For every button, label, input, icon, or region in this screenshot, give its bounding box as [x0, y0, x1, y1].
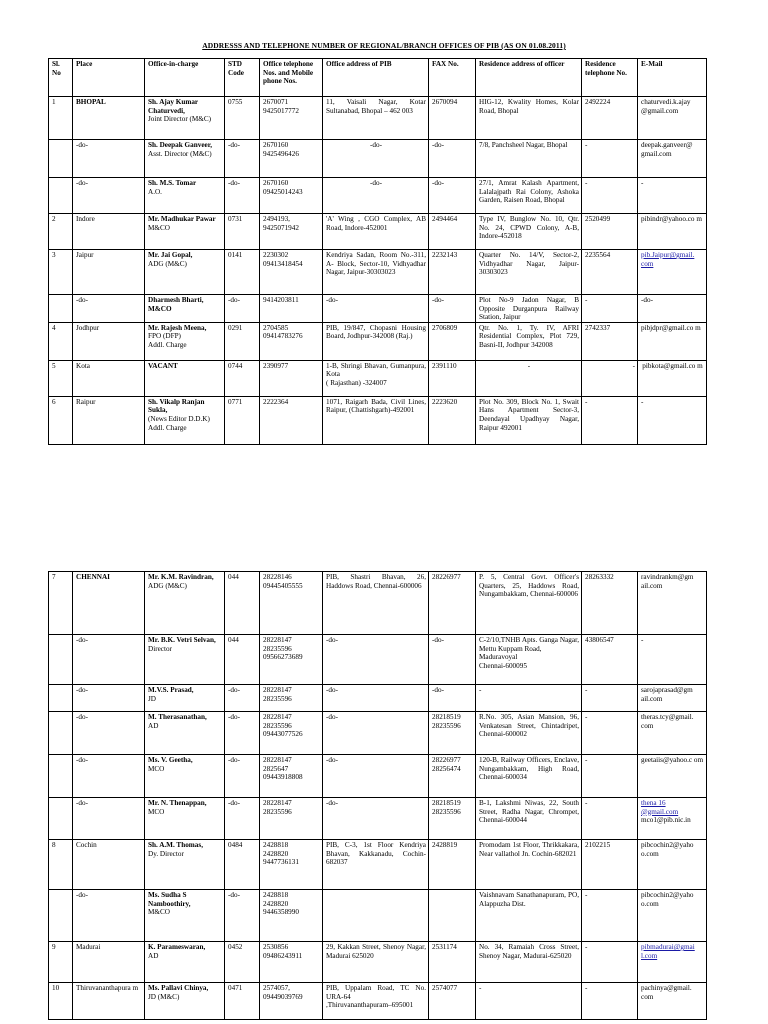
- email-address: pachinya@gmail. com: [641, 984, 692, 1001]
- column-header: Office telephone Nos. and Mobile phone Nos.: [260, 59, 323, 97]
- officer-name: VACANT: [148, 361, 178, 370]
- email-address: geetaiis@yahoo.c om: [641, 756, 704, 764]
- residence-phone-cell: -: [582, 712, 638, 755]
- office-phone-cell: 28228146 09445405555: [260, 572, 323, 635]
- residence-address-cell: -: [476, 983, 582, 1020]
- std-code-cell: 044: [225, 572, 260, 635]
- place-cell: -do-: [73, 685, 145, 712]
- office-phone-cell: 2574057, 09449039769: [260, 983, 323, 1020]
- table-row: [49, 635, 707, 685]
- email-address: pibindr@yahoo.co m: [641, 215, 702, 223]
- residence-address-cell: -: [476, 360, 582, 396]
- email-address: ravindrankm@gm ail.com: [641, 573, 694, 590]
- residence-address-cell: R.No. 305, Asian Mansion, 96, Venkatesan Street, Chintadripet, Chennai-600002: [476, 712, 582, 755]
- residence-address-cell: No. 34, Ramaiah Cross Street, Shenoy Nagar, Madurai-625020: [476, 942, 582, 983]
- table-row: [49, 322, 707, 360]
- officer-cell: [145, 572, 225, 635]
- residence-phone-cell: -: [582, 178, 638, 214]
- residence-phone-cell: -: [582, 983, 638, 1020]
- table-row: [49, 685, 707, 712]
- column-header: Residence address of officer: [476, 59, 582, 97]
- officer-name: Ms. Sudha S Namboothiry,: [148, 891, 191, 908]
- place-cell: -do-: [73, 890, 145, 942]
- office-phone-cell: 2222364: [260, 396, 323, 444]
- email-address: -do-: [641, 296, 653, 304]
- office-phone-cell: 2670071 9425017772: [260, 97, 323, 140]
- officer-cell: [145, 685, 225, 712]
- officer-cell: [145, 97, 225, 140]
- place-cell: -do-: [73, 712, 145, 755]
- place-cell: -do-: [73, 755, 145, 798]
- email-cell: [638, 712, 707, 755]
- serial-number-cell: [49, 798, 73, 840]
- table-row: [49, 295, 707, 323]
- column-header: FAX No.: [429, 59, 476, 97]
- std-code-cell: 0141: [225, 250, 260, 295]
- email-address[interactable]: pib.Jaipur@gmail. com: [641, 251, 695, 268]
- residence-phone-cell: 2492224: [582, 97, 638, 140]
- place-cell: CHENNAI: [73, 572, 145, 635]
- email-cell: [638, 890, 707, 942]
- office-phone-cell: 2230302 09413418454: [260, 250, 323, 295]
- column-header: E-Mail: [638, 59, 707, 97]
- serial-number-cell: 1: [49, 97, 73, 140]
- officer-name: Ms. V. Geetha,: [148, 756, 193, 764]
- serial-number-cell: 8: [49, 840, 73, 890]
- serial-number-cell: 9: [49, 942, 73, 983]
- office-phone-cell: 9414203811: [260, 295, 323, 323]
- officer-designation: Asst. Director (M&C): [148, 149, 212, 158]
- serial-number-cell: [49, 712, 73, 755]
- place-cell: -do-: [73, 140, 145, 178]
- residence-address-cell: 120-B, Railway Officers, Enclave, Nungambakkam, High Road, Chennai-600034: [476, 755, 582, 798]
- office-phone-cell: 2428818 2428820 9446358990: [260, 890, 323, 942]
- serial-number-cell: 10: [49, 983, 73, 1020]
- officer-name: Dharmesh Bharti, M&CO: [148, 296, 204, 313]
- serial-number-cell: [49, 685, 73, 712]
- email-address: -: [641, 397, 644, 406]
- residence-phone-cell: -: [582, 755, 638, 798]
- officer-name: Mr. K.M. Ravindran,: [148, 573, 214, 581]
- officer-designation: MCO: [148, 807, 165, 816]
- email-cell: [638, 755, 707, 798]
- officer-name: M. Therasanathan,: [148, 713, 207, 721]
- fax-cell: 2391110: [429, 360, 476, 396]
- officer-cell: [145, 840, 225, 890]
- officer-name: Mr. Rajesh Meena,: [148, 323, 207, 332]
- officer-cell: [145, 360, 225, 396]
- officer-cell: [145, 322, 225, 360]
- residence-phone-cell: 28263332: [582, 572, 638, 635]
- email-cell: [638, 97, 707, 140]
- officer-designation: AD: [148, 721, 159, 730]
- offices-table-2: [48, 571, 707, 1020]
- officer-designation: ADG (M&C): [148, 581, 187, 590]
- residence-phone-cell: -: [582, 140, 638, 178]
- table-row: [49, 178, 707, 214]
- residence-phone-cell: -: [582, 890, 638, 942]
- std-code-cell: -do-: [225, 295, 260, 323]
- officer-name: Ms. Pallavi Chinya,: [148, 984, 209, 992]
- fax-cell: -do-: [429, 140, 476, 178]
- email-address: pibkota@gmail.co m: [642, 361, 703, 370]
- email-address[interactable]: thena 16 @gmail.com: [641, 799, 679, 816]
- std-code-cell: 0731: [225, 214, 260, 250]
- office-address-cell: -do-: [323, 178, 429, 214]
- office-address-cell: 11, Vaisali Nagar, Kotar Sultanabad, Bhopal – 462 003: [323, 97, 429, 140]
- office-address-cell: -do-: [323, 798, 429, 840]
- residence-address-cell: 27/1, Amrat Kalash Apartment, Lalalajpath Rai Colony, Ashoka Garden, Raisen Road, Bhopal: [476, 178, 582, 214]
- email-cell: [638, 798, 707, 840]
- serial-number-cell: [49, 178, 73, 214]
- office-address-cell: 1-B, Shringi Bhavan, Gumanpura, Kota ( Rajasthan) -324007: [323, 360, 429, 396]
- office-address-cell: 29, Kakkan Street, Shenoy Nagar, Madurai 625020: [323, 942, 429, 983]
- residence-phone-cell: 2520499: [582, 214, 638, 250]
- officer-cell: [145, 890, 225, 942]
- residence-address-cell: Promodam 1st Floor, Thrikkakara, Near vallathol Jn. Cochin-682021: [476, 840, 582, 890]
- fax-cell: -do-: [429, 295, 476, 323]
- table-row: [49, 840, 707, 890]
- officer-designation: (News Editor D.D.K) Addl. Charge: [148, 414, 210, 432]
- office-address-cell: Kendriya Sadan, Room No.-311, A- Block, Sector-10, Vidhyadhar Nagar, Jaipur-30303023: [323, 250, 429, 295]
- office-phone-cell: 2704585 09414783276: [260, 322, 323, 360]
- residence-address-cell: -: [476, 685, 582, 712]
- serial-number-cell: 3: [49, 250, 73, 295]
- std-code-cell: 0471: [225, 983, 260, 1020]
- table-header-row: [49, 59, 707, 97]
- place-cell: Kota: [73, 360, 145, 396]
- fax-cell: 2670094: [429, 97, 476, 140]
- email-cell: [638, 360, 707, 396]
- email-cell: [638, 983, 707, 1020]
- std-code-cell: 0291: [225, 322, 260, 360]
- office-phone-cell: 2390977: [260, 360, 323, 396]
- office-address-cell: -do-: [323, 712, 429, 755]
- place-cell: Cochin: [73, 840, 145, 890]
- office-address-cell: PIB, Shastri Bhavan, 26, Haddows Road, Chennai-600006: [323, 572, 429, 635]
- residence-phone-cell: -: [582, 942, 638, 983]
- fax-cell: 28218519 28235596: [429, 798, 476, 840]
- officer-designation: AD: [148, 951, 159, 960]
- fax-cell: 2494464: [429, 214, 476, 250]
- fax-cell: 2428819: [429, 840, 476, 890]
- office-phone-cell: 2670160 9425496426: [260, 140, 323, 178]
- residence-phone-cell: 2235564: [582, 250, 638, 295]
- office-phone-cell: 28228147 28235596 09566273689: [260, 635, 323, 685]
- residence-address-cell: Qtr. No. 1, Ty. IV, AFRI Residential Complex, Plot 729, Basni-II, Jodhpur 342008: [476, 322, 582, 360]
- email-cell: [638, 214, 707, 250]
- place-cell: Indore: [73, 214, 145, 250]
- table-row: [49, 360, 707, 396]
- office-address-cell: 'A' Wing , CGO Complex, AB Road, Indore-452001: [323, 214, 429, 250]
- column-header: Sl. No: [49, 59, 73, 97]
- place-cell: BHOPAL: [73, 97, 145, 140]
- residence-address-cell: Plot No. 309, Block No. 1, Swait Hans Apartment Sector-3, Deendayal Upadhyay Nagar, Raipur 492001: [476, 396, 582, 444]
- office-address-cell: -do-: [323, 295, 429, 323]
- officer-designation: FPO (DFP) Addl. Charge: [148, 332, 187, 349]
- office-address-cell: PIB, C-3, 1st Floor Kendriya Bhavan, Kakkanadu, Cochin-682037: [323, 840, 429, 890]
- email-address-secondary: mco1@pib.nic.in: [641, 816, 691, 825]
- residence-address-cell: Vaishnavam Sanathanapuram, PO, Alappuzha Dist.: [476, 890, 582, 942]
- office-address-cell: -do-: [323, 140, 429, 178]
- place-cell: Raipur: [73, 396, 145, 444]
- std-code-cell: -do-: [225, 755, 260, 798]
- email-cell: [638, 840, 707, 890]
- officer-name: Sh. Vikalp Ranjan Sukla,: [148, 397, 205, 415]
- residence-phone-cell: -: [582, 295, 638, 323]
- officer-name: Mr. N. Thenappan,: [148, 799, 207, 807]
- residence-address-cell: B-1, Lakshmi Niwas, 22, South Street, Radha Nagar, Chrompet, Chennai-600044: [476, 798, 582, 840]
- serial-number-cell: 7: [49, 572, 73, 635]
- table-row: [49, 983, 707, 1020]
- fax-cell: 28226977: [429, 572, 476, 635]
- std-code-cell: 0452: [225, 942, 260, 983]
- office-address-cell: [323, 890, 429, 942]
- officer-designation: M&CO: [148, 908, 170, 917]
- office-phone-cell: 28228147 28235596: [260, 685, 323, 712]
- email-cell: [638, 322, 707, 360]
- table-row: [49, 712, 707, 755]
- officer-name: Mr. Madhukar Pawar: [148, 215, 216, 223]
- serial-number-cell: [49, 890, 73, 942]
- office-phone-cell: 28228147 2825647 09443918808: [260, 755, 323, 798]
- email-address: deepak.ganveer@ gmail.com: [641, 141, 693, 158]
- fax-cell: 2232143: [429, 250, 476, 295]
- email-cell: [638, 396, 707, 444]
- column-header: Office-in-charge: [145, 59, 225, 97]
- email-address: -: [641, 179, 644, 187]
- residence-address-cell: 7/8, Panchsheel Nagar, Bhopal: [476, 140, 582, 178]
- officer-cell: [145, 635, 225, 685]
- officer-cell: [145, 712, 225, 755]
- office-phone-cell: 2428818 2428820 9447736131: [260, 840, 323, 890]
- table-row: [49, 890, 707, 942]
- officer-name: Sh. Ajay Kumar Chaturvedi,: [148, 98, 198, 115]
- email-cell: [638, 178, 707, 214]
- email-address: sarojaprasad@gm ail.com: [641, 686, 693, 703]
- place-cell: -do-: [73, 178, 145, 214]
- table-row: [49, 755, 707, 798]
- place-cell: Jaipur: [73, 250, 145, 295]
- office-address-cell: PIB, Uppalam Road, TC No. URA-64 ,Thiruvananthapuram–695001: [323, 983, 429, 1020]
- officer-designation: M&CO: [148, 223, 170, 232]
- officer-cell: [145, 140, 225, 178]
- table-row: [49, 396, 707, 444]
- residence-phone-cell: 43806547: [582, 635, 638, 685]
- residence-phone-cell: 2102215: [582, 840, 638, 890]
- serial-number-cell: [49, 635, 73, 685]
- table-row: [49, 214, 707, 250]
- email-address: chaturvedi.k.ajay @gmail.com: [641, 98, 691, 115]
- email-cell: [638, 250, 707, 295]
- place-cell: -do-: [73, 635, 145, 685]
- officer-name: Sh. A.M. Thomas,: [148, 841, 203, 849]
- officer-name: M.V.S. Prasad,: [148, 686, 194, 694]
- officer-name: K. Parameswaran,: [148, 943, 206, 951]
- office-phone-cell: 2494193, 9425071942: [260, 214, 323, 250]
- residence-phone-cell: -: [582, 685, 638, 712]
- officer-name: Mr. B.K. Vetri Selvan,: [148, 636, 216, 644]
- serial-number-cell: 6: [49, 396, 73, 444]
- residence-address-cell: Type IV, Bunglow No. 10, Qtr. No. 24, CPWD Colony, A-B, Indore-452018: [476, 214, 582, 250]
- column-header: STD Code: [225, 59, 260, 97]
- fax-cell: 2706809: [429, 322, 476, 360]
- column-header: Residence telephone No.: [582, 59, 638, 97]
- serial-number-cell: [49, 755, 73, 798]
- officer-designation: MCO: [148, 764, 165, 773]
- std-code-cell: -do-: [225, 798, 260, 840]
- email-address: theras.tcy@gmail. com: [641, 713, 694, 730]
- officer-designation: Dy. Director: [148, 849, 184, 858]
- serial-number-cell: 5: [49, 360, 73, 396]
- place-cell: -do-: [73, 295, 145, 323]
- officer-cell: [145, 798, 225, 840]
- std-code-cell: 0484: [225, 840, 260, 890]
- serial-number-cell: 2: [49, 214, 73, 250]
- std-code-cell: -do-: [225, 685, 260, 712]
- fax-cell: 2223620: [429, 396, 476, 444]
- std-code-cell: 044: [225, 635, 260, 685]
- residence-address-cell: HIG-12, Kwality Homes, Kolar Road, Bhopal: [476, 97, 582, 140]
- std-code-cell: 0755: [225, 97, 260, 140]
- serial-number-cell: 4: [49, 322, 73, 360]
- email-cell: [638, 572, 707, 635]
- email-address: pibcochin2@yaho o.com: [641, 891, 694, 908]
- residence-phone-cell: -: [582, 396, 638, 444]
- officer-cell: [145, 250, 225, 295]
- officer-designation: A.O.: [148, 187, 162, 196]
- officer-designation: JD (M&C): [148, 992, 180, 1001]
- officer-cell: [145, 396, 225, 444]
- residence-phone-cell: 2742337: [582, 322, 638, 360]
- officer-cell: [145, 942, 225, 983]
- office-address-cell: -do-: [323, 685, 429, 712]
- place-cell: Jodhpur: [73, 322, 145, 360]
- fax-cell: -do-: [429, 685, 476, 712]
- residence-phone-cell: -: [582, 798, 638, 840]
- email-cell: [638, 635, 707, 685]
- fax-cell: 28218519 28235596: [429, 712, 476, 755]
- office-address-cell: 1071, Raigarh Bada, Civil Lines, Raipur, (Chattishgarh)-492001: [323, 396, 429, 444]
- fax-cell: 2574077: [429, 983, 476, 1020]
- fax-cell: -do-: [429, 635, 476, 685]
- officer-name: Mr. Jai Gopal,: [148, 251, 193, 259]
- office-phone-cell: 2670160 09425014243: [260, 178, 323, 214]
- std-code-cell: 0744: [225, 360, 260, 396]
- email-cell: [638, 140, 707, 178]
- page-title: ADDRESSS AND TELEPHONE NUMBER OF REGIONAL/BRANCH OFFICES OF PIB (AS ON 01.08.2011): [202, 41, 566, 50]
- table-row: [49, 140, 707, 178]
- column-header: Office address of PIB: [323, 59, 429, 97]
- residence-address-cell: P. 5, Central Govt. Officer's Quarters, 25, Haddows Road, Nungambakkam, Chennai-600006: [476, 572, 582, 635]
- email-address: pibcochin2@yaho o.com: [641, 841, 694, 858]
- officer-cell: [145, 295, 225, 323]
- serial-number-cell: [49, 140, 73, 178]
- officer-cell: [145, 983, 225, 1020]
- officer-name: Sh. M.S. Tomar: [148, 179, 197, 187]
- std-code-cell: -do-: [225, 712, 260, 755]
- table-row: [49, 798, 707, 840]
- officer-designation: ADG (M&C): [148, 259, 187, 268]
- residence-address-cell: Plot No-9 Jadon Nagar, B Opposite Durganpura Railway Station, Jaipur: [476, 295, 582, 323]
- residence-address-cell: C-2/10,TNHB Apts. Ganga Nagar, Mettu Kuppam Road, Maduravoyal Chennai-600095: [476, 635, 582, 685]
- officer-designation: JD: [148, 694, 156, 703]
- table-row: [49, 572, 707, 635]
- column-header: Place: [73, 59, 145, 97]
- office-phone-cell: 28228147 28235596: [260, 798, 323, 840]
- serial-number-cell: [49, 295, 73, 323]
- officer-designation: Joint Director (M&C): [148, 115, 212, 124]
- std-code-cell: -do-: [225, 890, 260, 942]
- office-address-cell: -do-: [323, 755, 429, 798]
- table-row: [49, 97, 707, 140]
- fax-cell: -do-: [429, 178, 476, 214]
- email-address: pibjdpr@gmail.co m: [641, 323, 701, 332]
- officer-cell: [145, 214, 225, 250]
- office-phone-cell: 28228147 28235596 09443077526: [260, 712, 323, 755]
- fax-cell: 28226977 28256474: [429, 755, 476, 798]
- std-code-cell: -do-: [225, 178, 260, 214]
- residence-address-cell: Quarter No. 14/V, Sector-2, Vidhyadhar Nagar, Jaipur-30303023: [476, 250, 582, 295]
- officer-cell: [145, 755, 225, 798]
- office-address-cell: -do-: [323, 635, 429, 685]
- office-address-cell: PIB, 19/847, Chopasni Housing Board, Jodhpur-342008 (Raj.): [323, 322, 429, 360]
- officer-cell: [145, 178, 225, 214]
- table-row: [49, 250, 707, 295]
- offices-table-1: [48, 58, 707, 445]
- office-phone-cell: 2530856 09486243911: [260, 942, 323, 983]
- std-code-cell: -do-: [225, 140, 260, 178]
- place-cell: Madurai: [73, 942, 145, 983]
- residence-phone-cell: -: [582, 360, 638, 396]
- place-cell: Thiruvananthapura m: [73, 983, 145, 1020]
- email-address[interactable]: pibmadurai@gmai l.com: [641, 943, 695, 960]
- std-code-cell: 0771: [225, 396, 260, 444]
- fax-cell: [429, 890, 476, 942]
- email-cell: [638, 295, 707, 323]
- officer-name: Sh. Deepak Ganveer,: [148, 141, 213, 149]
- table-row: [49, 942, 707, 983]
- officer-designation: Director: [148, 644, 172, 653]
- email-cell: [638, 942, 707, 983]
- place-cell: -do-: [73, 798, 145, 840]
- email-address: -: [641, 636, 644, 644]
- fax-cell: 2531174: [429, 942, 476, 983]
- email-cell: [638, 685, 707, 712]
